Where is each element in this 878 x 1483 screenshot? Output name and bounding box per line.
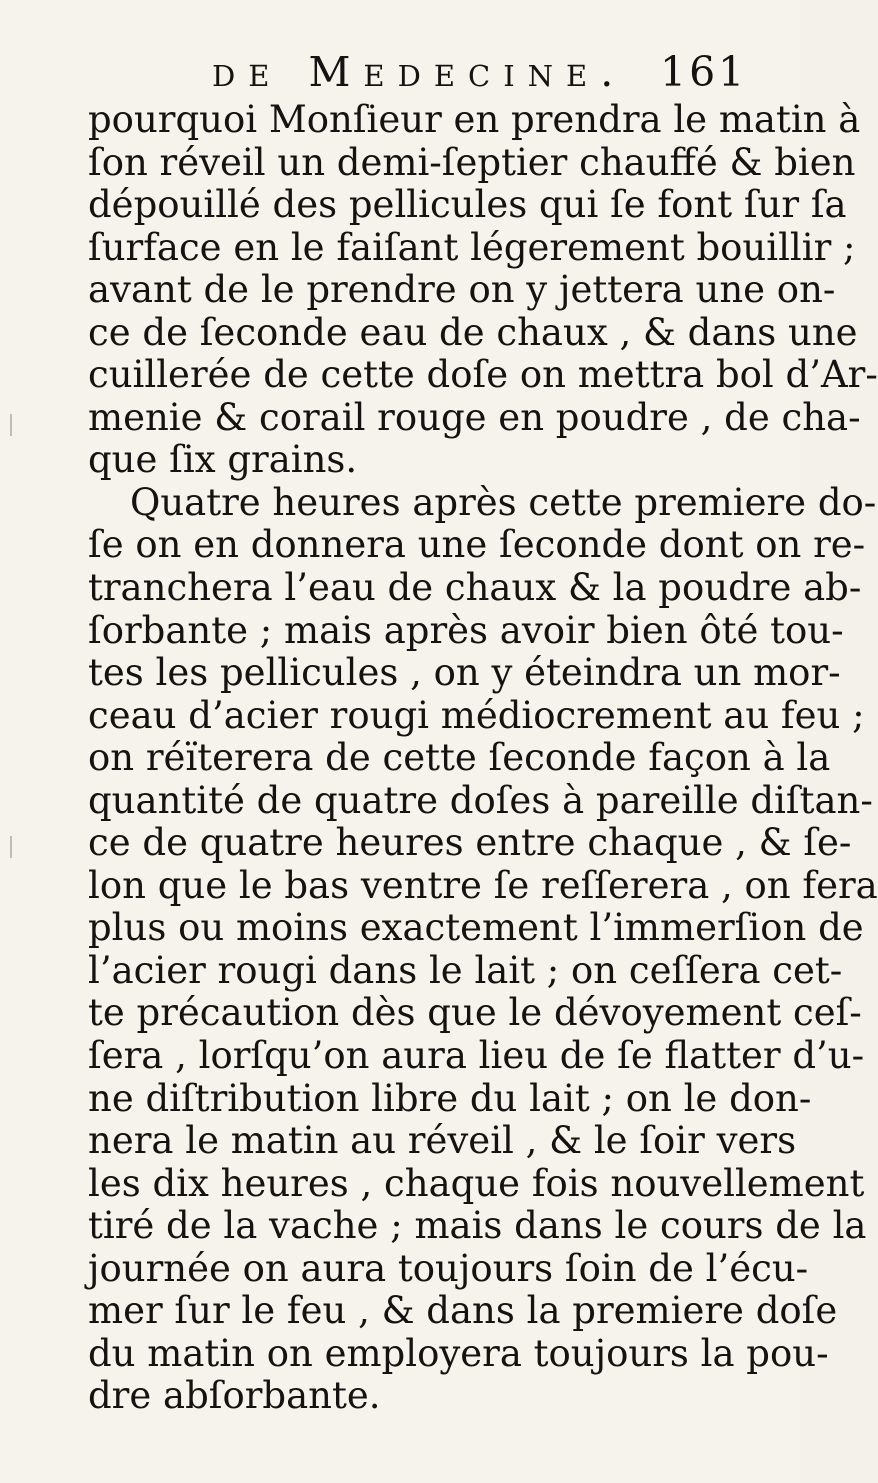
text-line: tes les pellicules , on y éteindra un mor- — [88, 651, 841, 695]
text-line: ceau d’acier rougi médiocrement au feu ; — [88, 693, 865, 737]
page-number: 161 — [660, 48, 748, 96]
running-title: de Medecine. — [212, 48, 627, 96]
text-line: cuillerée de cette doſe on mettra bol d’Ar- — [88, 353, 878, 397]
margin-mark — [10, 836, 18, 858]
text-line: tiré de la vache ; mais dans le cours de la — [88, 1204, 867, 1248]
text-line: ſera , lorſqu’on aura lieu de ſe flatter d’u- — [88, 1034, 865, 1078]
text-line: ce de quatre heures entre chaque , & ſe- — [88, 821, 852, 865]
text-line: ſe on en donnera une ſeconde dont on re- — [88, 523, 866, 567]
text-line: journée on aura toujours ſoin de l’écu- — [88, 1246, 809, 1290]
text-line: quantité de quatre doſes à pareille diſtan- — [88, 778, 873, 822]
text-line: ſorbante ; mais après avoir bien ôté tou- — [88, 608, 844, 652]
text-line: que ſix grains. — [88, 438, 358, 482]
text-line: plus ou moins exactement l’immerſion de — [88, 906, 864, 950]
text-line: les dix heures , chaque fois nouvellement — [88, 1161, 865, 1205]
text-line: ſon réveil un demi-ſeptier chauffé & bien — [88, 140, 856, 184]
running-head — [0, 42, 800, 102]
text-line: te précaution dès que le dévoyement ceſ- — [88, 991, 862, 1035]
text-line: tranchera l’eau de chaux & la poudre ab- — [88, 566, 862, 610]
text-line: nera le matin au réveil , & le ſoir vers — [88, 1119, 797, 1163]
paragraph-start-line: Quatre heures après cette premiere do- — [130, 480, 877, 524]
text-line: l’acier rougi dans le lait ; on ceſſera cet- — [88, 948, 843, 992]
body-text — [88, 98, 878, 1418]
text-line: ce de ſeconde eau de chaux , & dans une — [88, 310, 858, 354]
text-line: menie & corail rouge en poudre , de cha- — [88, 395, 861, 439]
text-line: dre abſorbante. — [88, 1374, 381, 1418]
text-line: avant de le prendre on y jettera une on- — [88, 268, 836, 312]
text-line: on réïterera de cette ſeconde façon à la — [88, 736, 831, 780]
text-line: du matin on employera toujours la pou- — [88, 1331, 829, 1375]
text-line: dépouillé des pellicules qui ſe font ſur ſa — [88, 183, 847, 227]
text-line: pourquoi Monſieur en prendra le matin à — [88, 98, 861, 141]
text-line: ne diſtribution libre du lait ; on le don- — [88, 1076, 812, 1120]
margin-mark — [10, 414, 18, 436]
text-line: ſurface en le faiſant légerement bouillir ; — [88, 225, 856, 269]
text-line: mer ſur le feu , & dans la premiere doſe — [88, 1289, 838, 1333]
text-line: lon que le bas ventre ſe reſſerera , on fera — [88, 863, 878, 907]
